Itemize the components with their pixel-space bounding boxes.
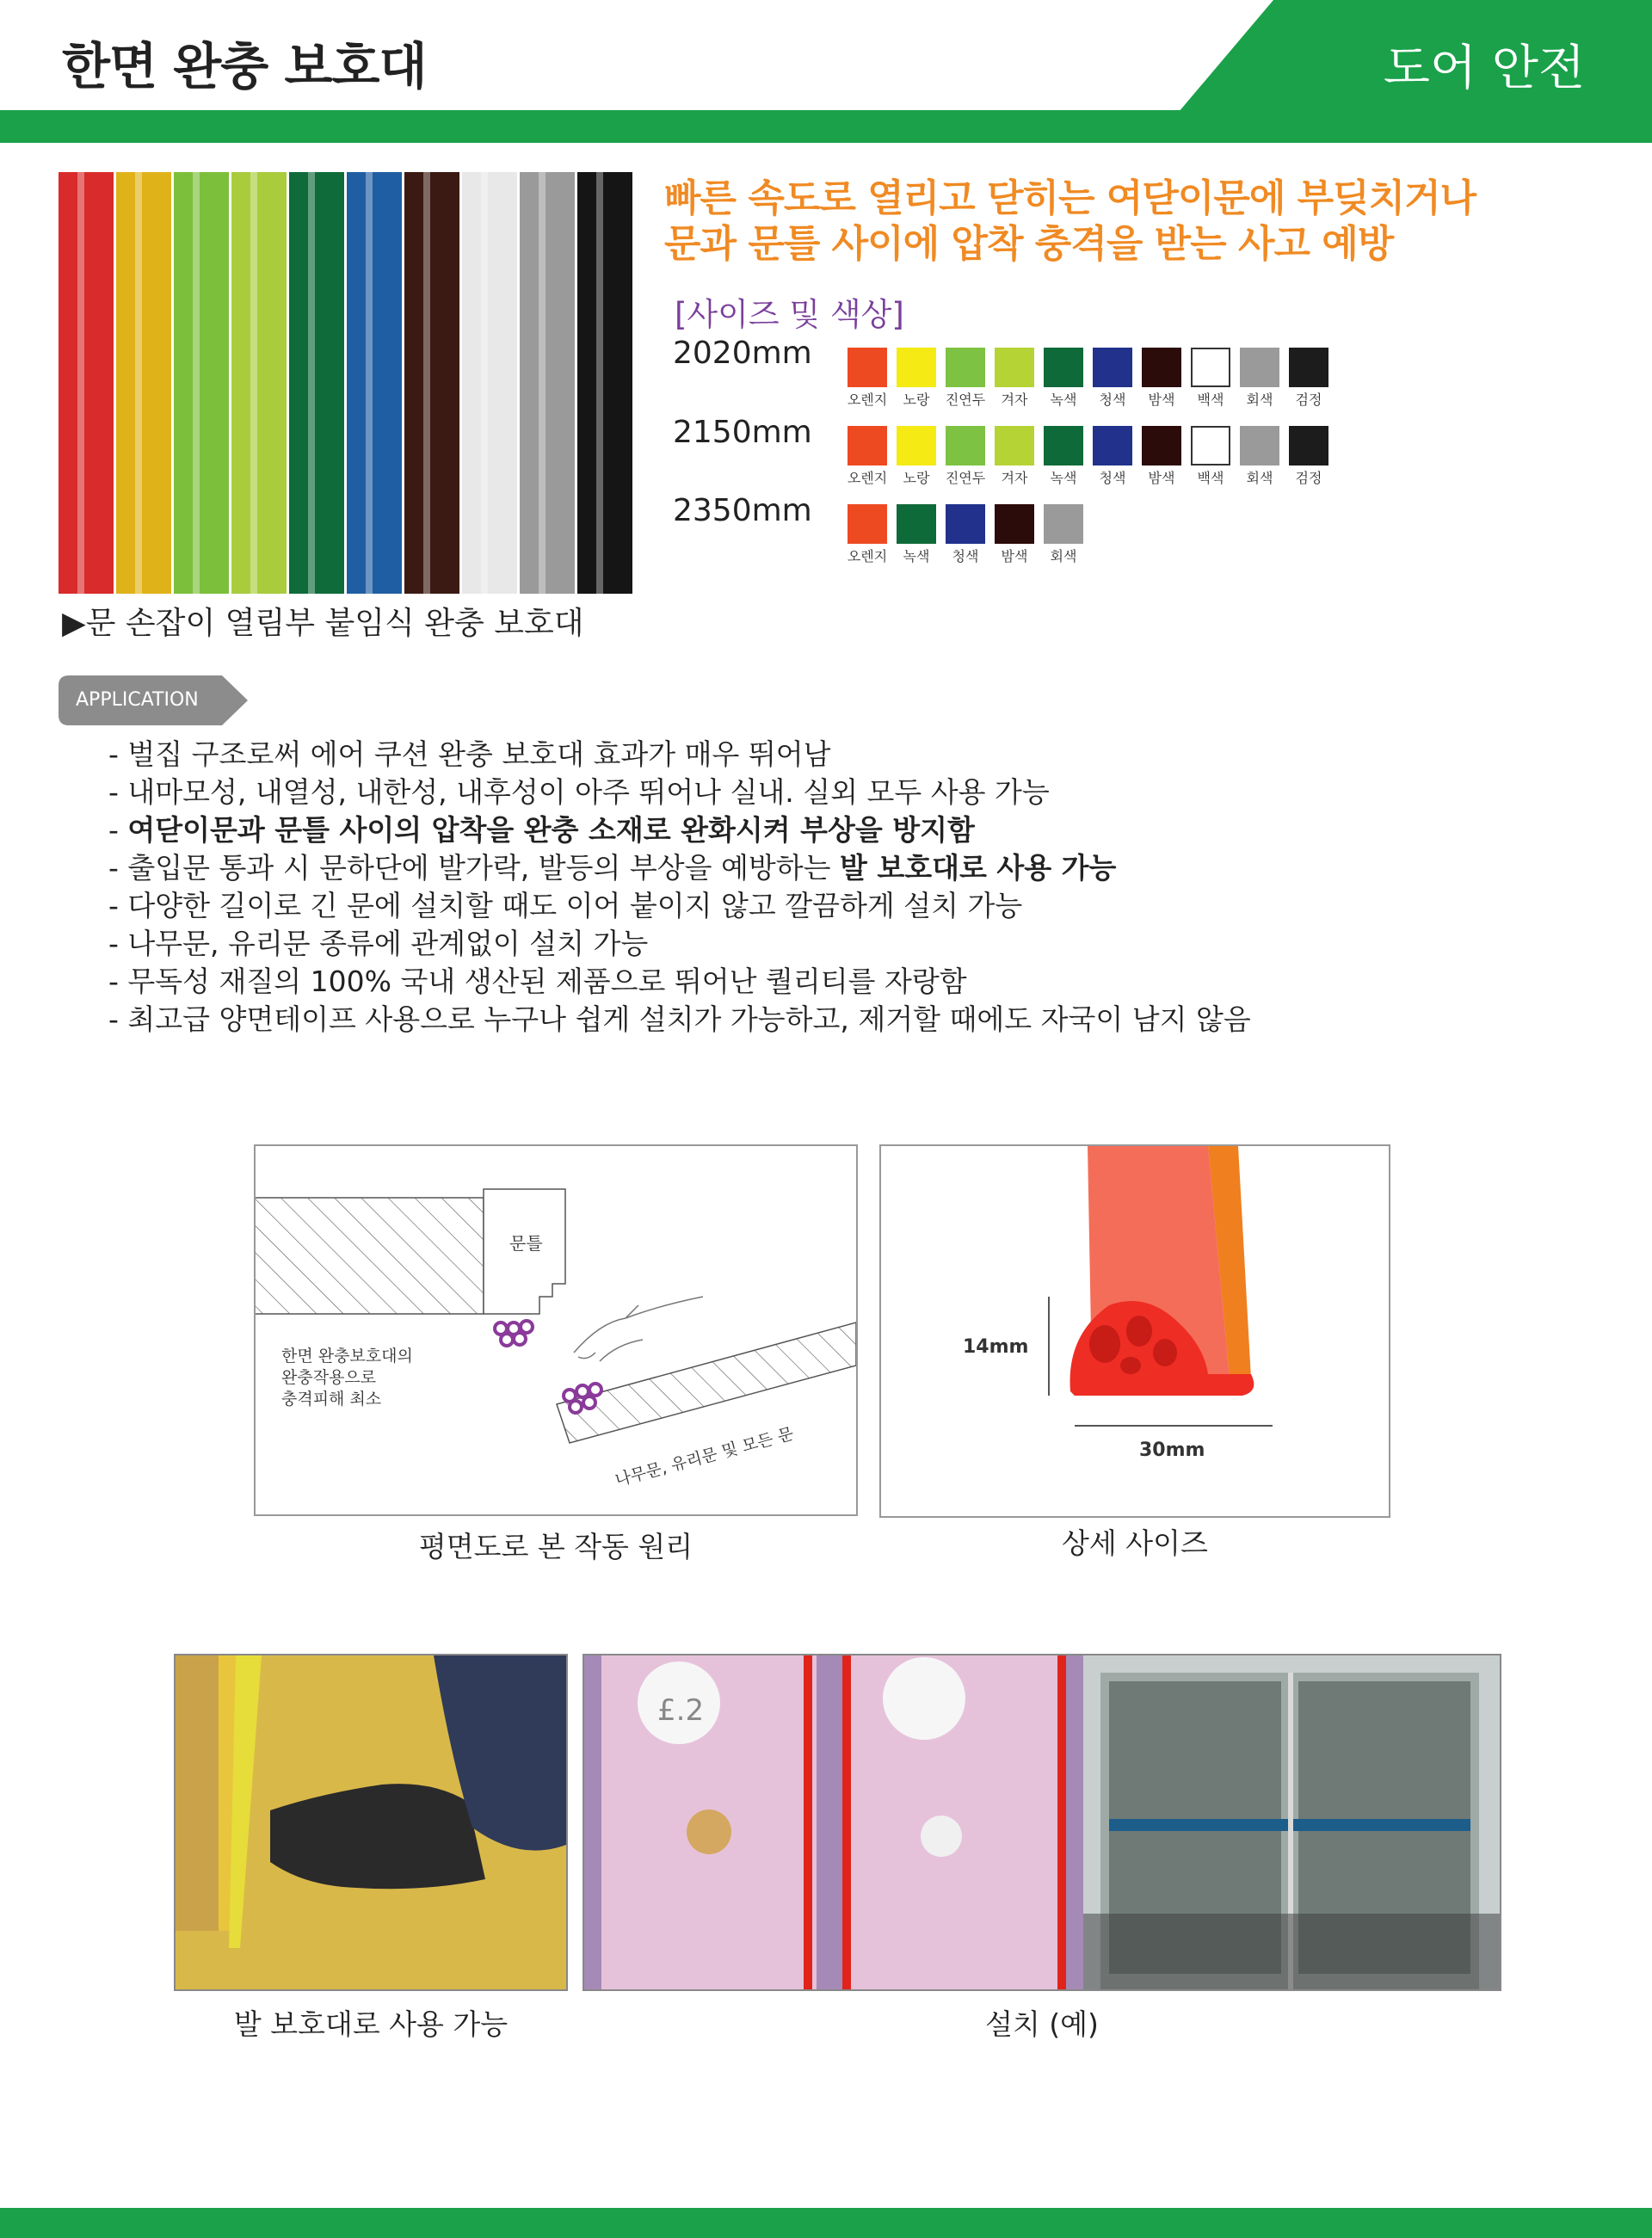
swatch-color-box [1044,504,1083,544]
swatch-name: 밤색 [1148,470,1175,486]
list-item: - 나무문, 유리문 종류에 관계없이 설치 가능 [108,927,649,960]
door-leaf-shape [557,1322,856,1443]
door-label: 나무문, 유리문 및 모든 문 [613,1424,796,1490]
color-swatch [995,504,1034,565]
swatch-name: 검정 [1295,470,1322,486]
swatch-color-box [1142,426,1181,465]
foot-guard-caption: 발 보호대로 사용 가능 [233,2007,509,2041]
color-swatch [1240,426,1279,487]
color-swatch-row [848,426,1338,487]
width-label: 30mm [1139,1440,1205,1461]
color-swatch [946,504,985,565]
swatch-color-box [946,426,985,465]
application-list [108,736,1571,1039]
swatch-name: 백색 [1197,391,1224,408]
color-swatch [1093,348,1132,409]
swatch-color-box [848,348,887,387]
plan-note-line-1: 한면 완충보호대의 [281,1347,413,1366]
list-item: - 출입문 통과 시 문하단에 발가락, 발등의 부상을 예방하는 발 보호대로 사용 가능 [108,851,1117,885]
swatch-name: 진연두 [945,470,986,486]
swatch-color-box [1191,348,1230,387]
swatch-color-box [946,504,985,544]
swatch-name: 회색 [1246,391,1273,408]
product-rod [462,172,517,594]
swatch-color-box [995,348,1034,387]
product-rod [404,172,459,594]
door-number-1: £.2 [657,1693,705,1728]
color-swatch [946,426,985,487]
swatch-name: 밤색 [1148,391,1175,408]
swatch-name: 노랑 [903,470,930,486]
footer-band [0,2208,1652,2238]
swatch-color-box [1093,426,1132,465]
color-swatch [995,426,1034,487]
swatch-color-box [1240,348,1279,387]
color-swatch [1289,348,1328,409]
color-swatch [995,348,1034,409]
swatch-color-box [1289,426,1328,465]
list-item: - 벌집 구조로써 에어 쿠션 완충 보호대 효과가 매우 뛰어남 [108,737,831,771]
swatch-name: 청색 [1099,391,1126,408]
height-label: 14mm [963,1336,1029,1358]
swatch-name: 검정 [1295,391,1322,408]
header-band [0,110,1652,143]
swatch-color-box [897,348,936,387]
swatch-name: 회색 [1246,470,1273,486]
page-title: 한면 완충 보호대 [62,37,427,96]
swatch-color-box [1093,348,1132,387]
swatch-name: 밤색 [1001,548,1028,564]
color-swatch [1044,426,1083,487]
swatch-name: 청색 [1099,470,1126,486]
color-swatch [1289,426,1328,487]
swatch-color-box [848,426,887,465]
color-swatch [1093,426,1132,487]
swatch-name: 오렌지 [847,391,888,408]
list-item: - 무독성 재질의 100% 국내 생산된 제품으로 뛰어난 퀄리티를 자랑함 [108,965,967,998]
swatch-color-box [897,504,936,544]
product-photo [59,172,635,594]
plan-note-line-3: 충격피해 최소 [281,1390,382,1409]
swatch-color-box [1240,426,1279,465]
hand-sketch [574,1297,703,1361]
detail-size-diagram [879,1144,1390,1518]
swatch-name: 겨자 [1001,391,1028,408]
size-section-title: [사이즈 및 색상] [675,296,904,333]
swatch-name: 녹색 [903,548,930,564]
swatch-name: 회색 [1050,548,1077,564]
swatch-color-box [897,426,936,465]
swatch-name: 진연두 [945,391,986,408]
category-label: 도어 안전 [1383,40,1586,96]
color-swatch [848,426,887,487]
product-rod [347,172,402,594]
product-rod [174,172,229,594]
color-swatch-row [848,348,1338,409]
installation-photo [583,1654,1501,1991]
color-swatch [897,426,936,487]
color-swatch [1044,504,1083,565]
plan-view-caption: 평면도로 본 작동 원리 [418,1530,693,1563]
swatch-color-box [995,504,1034,544]
swatch-color-box [1191,426,1230,465]
color-swatch [1142,348,1181,409]
list-item: - 다양한 길이로 긴 문에 설치할 때도 이어 붙이지 않고 깔끔하게 설치 가능 [108,889,1023,922]
wall-shape [256,1198,484,1314]
size-label: 2020mm [673,336,812,371]
color-swatch [1191,426,1230,487]
swatch-color-box [1142,348,1181,387]
color-swatch [1240,348,1279,409]
color-swatch [848,504,887,565]
size-label: 2150mm [673,415,812,450]
product-rod [116,172,171,594]
list-item: - 여닫이문과 문틀 사이의 압착을 완충 소재로 완화시켜 부상을 방지함 [108,813,975,847]
product-rod [520,172,575,594]
color-swatch [946,348,985,409]
plan-note-line-2: 완충작용으로 [281,1368,377,1387]
swatch-name: 백색 [1197,470,1224,486]
plan-view-diagram [254,1144,858,1516]
product-rod [577,172,632,594]
product-rod [59,172,114,594]
size-label: 2350mm [673,493,812,528]
swatch-color-box [848,504,887,544]
swatch-name: 오렌지 [847,548,888,564]
product-photo-caption: ▶문 손잡이 열림부 붙임식 완충 보호대 [62,606,584,641]
swatch-color-box [1289,348,1328,387]
swatch-color-box [946,348,985,387]
color-swatch [848,348,887,409]
swatch-name: 청색 [952,548,979,564]
installation-caption: 설치 (예) [985,2007,1099,2041]
list-item: - 최고급 양면테이프 사용으로 누구나 쉽게 설치가 가능하고, 제거할 때에도 자국이 남지 않음 [108,1002,1251,1036]
bumper-shape [495,1321,533,1346]
swatch-name: 오렌지 [847,470,888,486]
color-swatch [897,504,936,565]
foot-guard-photo [174,1654,568,1991]
application-badge-label: APPLICATION [76,689,199,711]
swatch-color-box [1044,348,1083,387]
headline-line-1: 빠른 속도로 열리고 닫히는 여닫이문에 부딪치거나 [664,176,1476,220]
swatch-name: 녹색 [1050,470,1077,486]
product-rod [231,172,287,594]
color-swatch [1191,348,1230,409]
color-swatch-row [848,504,1093,565]
detail-size-caption: 상세 사이즈 [1062,1526,1208,1560]
swatch-color-box [995,426,1034,465]
swatch-name: 녹색 [1050,391,1077,408]
color-swatch [897,348,936,409]
color-swatch [1142,426,1181,487]
swatch-name: 겨자 [1001,470,1028,486]
swatch-color-box [1044,426,1083,465]
color-swatch [1044,348,1083,409]
swatch-name: 노랑 [903,391,930,408]
product-rod [289,172,344,594]
list-item: - 내마모성, 내열성, 내한성, 내후성이 아주 뛰어나 실내. 실외 모두 사용 가능 [108,775,1050,809]
door-frame-label: 문틀 [509,1233,543,1254]
headline-line-2: 문과 문틀 사이에 압착 충격을 받는 사고 예방 [664,222,1394,266]
